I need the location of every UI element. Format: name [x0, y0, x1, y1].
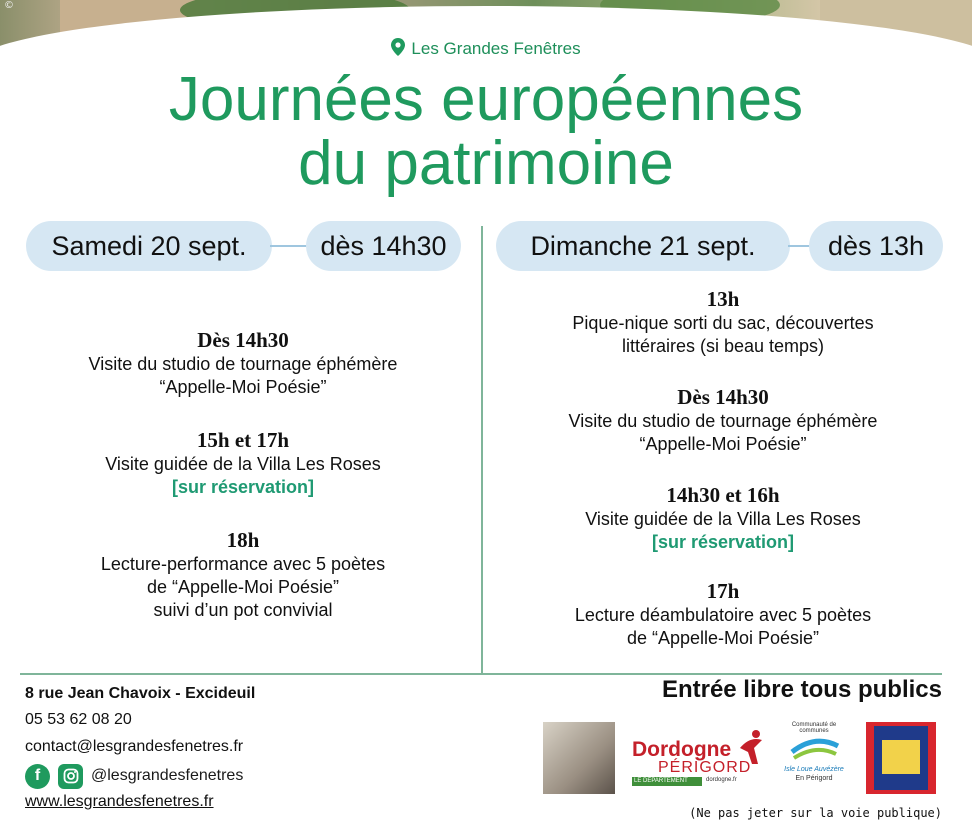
sunday-event: 13h Pique-nique sorti du sac, découvertes littéraires (si beau temps) — [572, 287, 874, 356]
partner-photo — [543, 722, 615, 794]
map-pin-icon — [391, 38, 405, 56]
sunday-start-pill: dès 13h — [809, 221, 943, 271]
entry-note: Entrée libre tous publics — [661, 676, 942, 703]
saturday-event: Dès 14h30 Visite du studio de tournage éphémère “Appelle-Moi Poésie” — [88, 328, 398, 397]
sunday-event: Dès 14h30 Visite du studio de tournage éphémère “Appelle-Moi Poésie” — [568, 385, 878, 454]
email-link[interactable]: contact@lesgrandesfenetres.fr — [25, 738, 244, 755]
saturday-day-pill: Samedi 20 sept. — [26, 221, 272, 271]
saturday-start-pill: dès 14h30 — [306, 221, 461, 271]
location-label: Les Grandes Fenêtres — [411, 39, 581, 58]
instagram-icon[interactable] — [58, 764, 83, 789]
location — [0, 38, 972, 59]
page-title: Journées européennes du patrimoine — [168, 65, 804, 198]
facebook-icon[interactable]: f — [25, 764, 50, 789]
phone: 05 53 62 08 20 — [25, 711, 132, 728]
community-logo: Communauté de communes Isle Loue Auvézère En Périgord — [784, 722, 844, 782]
copyright: © — [4, 0, 14, 11]
sunday-day-pill: Dimanche 21 sept. — [496, 221, 790, 271]
dordogne-logo: Dordogne PÉRIGORD LE DÉPARTEMENT dordogne.fr — [628, 722, 766, 794]
reservation-note: [sur réservation] — [171, 477, 315, 497]
figure-icon — [736, 728, 766, 768]
saturday-connector — [270, 245, 310, 247]
sunday-event: 14h30 et 16h Visite guidée de la Villa Les Roses [sur réservation] — [500, 482, 946, 554]
contact-block — [25, 683, 255, 814]
address: 8 rue Jean Chavoix - Excideuil — [25, 685, 256, 702]
reservation-note: [sur réservation] — [651, 532, 795, 552]
saturday-event: 15h et 17h Visite guidée de la Villa Les Roses [sur réservation] — [20, 427, 466, 499]
website-link[interactable]: www.lesgrandesfenetres.fr — [25, 793, 214, 810]
sunday-event: 17h Lecture déambulatoire avec 5 poètes de “Appelle-Moi Poésie” — [574, 579, 872, 648]
coat-of-arms-logo — [866, 722, 936, 794]
column-divider — [481, 226, 483, 674]
disposal-notice: (Ne pas jeter sur la voie publique) — [689, 806, 942, 820]
footer-divider — [20, 673, 942, 675]
social-row — [25, 762, 255, 790]
social-handle: @lesgrandesfenetres — [91, 767, 244, 784]
waves-icon — [790, 736, 840, 760]
saturday-event: 18h Lecture-performance avec 5 poètes de “Appelle-Moi Poésie” suivi d’un pot convivial — [100, 528, 386, 620]
